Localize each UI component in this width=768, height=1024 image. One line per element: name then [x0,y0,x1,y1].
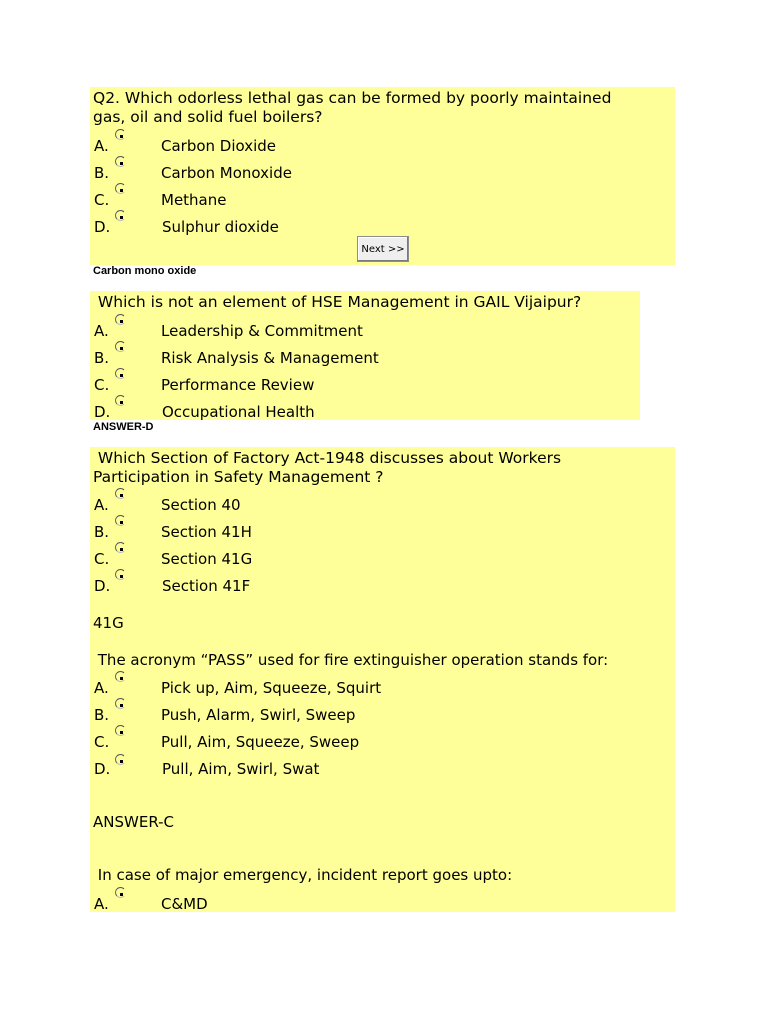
option-label: Carbon Monoxide [161,164,292,182]
question-line: Which is not an element of HSE Management in GAIL Vijaipur? [93,293,582,311]
option-letter: B. [94,164,110,182]
option-label: Methane [161,191,227,209]
question-text [93,866,512,885]
question-text [93,651,608,670]
option-letter: C. [94,550,110,568]
option-letter: A. [94,322,109,340]
option-label: Risk Analysis & Management [161,349,379,367]
answer-text-2: ANSWER-D [93,421,154,433]
radio-button-icon[interactable] [115,129,128,142]
question-line: The acronym “PASS” used for fire extinguisher operation stands for: [93,651,609,669]
option-label: Section 41H [161,523,252,541]
question-block-2 [90,291,640,420]
option-letter: B. [94,349,110,367]
option-label: Carbon Dioxide [161,137,277,155]
next-button[interactable]: Next >> [357,236,409,262]
question-line: Participation in Safety Management ? [93,468,384,486]
radio-button-icon[interactable] [115,542,128,555]
option-letter: B. [94,706,110,724]
radio-button-icon[interactable] [115,887,128,900]
option-letter: D. [94,760,111,778]
option-label: Pick up, Aim, Squeeze, Squirt [161,679,382,697]
question-text [93,293,581,312]
option-label: Leadership & Commitment [161,322,363,340]
radio-button-icon[interactable] [115,569,128,582]
question-line: Q2. Which odorless lethal gas can be formed by poorly maintained [93,89,612,107]
option-letter: D. [94,218,111,236]
radio-button-icon[interactable] [115,671,128,684]
answer-text-1: Carbon mono oxide [93,265,197,277]
option-label: Push, Alarm, Swirl, Sweep [161,706,356,724]
option-letter: A. [94,137,109,155]
option-label: Performance Review [161,376,315,394]
option-letter: A. [94,895,109,913]
question-text [93,449,561,487]
radio-button-icon[interactable] [115,156,128,169]
radio-button-icon[interactable] [115,314,128,327]
question-line: gas, oil and solid fuel boilers? [93,108,323,126]
radio-button-icon[interactable] [115,725,128,738]
option-label: Pull, Aim, Swirl, Swat [162,760,320,778]
answer-text-3: 41G [93,614,124,632]
radio-button-icon[interactable] [115,395,128,408]
radio-button-icon[interactable] [115,515,128,528]
option-label: Section 41G [161,550,253,568]
option-letter: A. [94,496,109,514]
radio-button-icon[interactable] [115,488,128,501]
radio-button-icon[interactable] [115,698,128,711]
question-line: In case of major emergency, incident report goes upto: [93,866,513,884]
radio-button-icon[interactable] [115,183,128,196]
option-letter: C. [94,376,110,394]
answer-text-4: ANSWER-C [93,813,175,831]
question-text [93,89,611,127]
option-label: Section 40 [161,496,241,514]
radio-button-icon[interactable] [115,341,128,354]
question-area [90,447,675,912]
radio-button-icon[interactable] [115,368,128,381]
radio-button-icon[interactable] [115,754,128,767]
option-letter: C. [94,733,110,751]
option-letter: D. [94,403,111,421]
option-letter: D. [94,577,111,595]
question-line: Which Section of Factory Act-1948 discusses about Workers [93,449,562,467]
option-label: Section 41F [162,577,251,595]
option-label: Occupational Health [162,403,315,421]
option-label: C&MD [161,895,208,913]
option-letter: B. [94,523,110,541]
option-letter: C. [94,191,110,209]
option-label: Pull, Aim, Squeeze, Sweep [161,733,360,751]
option-label: Sulphur dioxide [162,218,279,236]
option-letter: A. [94,679,109,697]
radio-button-icon[interactable] [115,210,128,223]
